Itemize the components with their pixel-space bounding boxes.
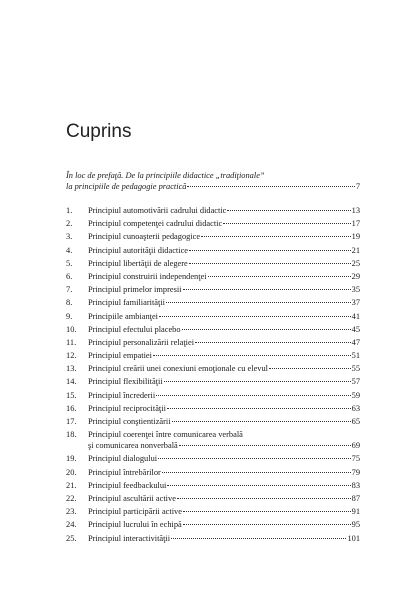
entry-page: 57 bbox=[351, 377, 360, 387]
entry-number: 25. bbox=[66, 533, 77, 543]
dot-leader bbox=[164, 381, 351, 382]
entry-page: 95 bbox=[351, 520, 360, 530]
entry-page: 101 bbox=[347, 533, 360, 543]
entry-number: 1. bbox=[66, 206, 73, 215]
entry-page: 69 bbox=[351, 441, 360, 451]
toc-entry bbox=[66, 271, 360, 282]
entry-number: 14. bbox=[66, 377, 77, 387]
entry-title: Principiul personalizării relaţiei bbox=[88, 337, 195, 347]
dot-leader bbox=[167, 408, 351, 409]
toc-entry bbox=[66, 453, 360, 464]
page-title: Cuprins bbox=[66, 121, 132, 142]
entry-page: 47 bbox=[351, 337, 360, 347]
entry-page: 91 bbox=[351, 507, 360, 517]
entry-title: Principiul întrebărilor bbox=[88, 467, 161, 477]
entry-number: 10. bbox=[66, 324, 77, 334]
toc-entry bbox=[66, 231, 360, 242]
dot-leader bbox=[183, 524, 351, 525]
entry-number: 17. bbox=[66, 417, 77, 426]
entry-title: Principiul ascultării active bbox=[88, 493, 176, 503]
entry-page: 35 bbox=[351, 285, 360, 295]
toc-entry bbox=[66, 337, 360, 348]
entry-number: 20. bbox=[66, 467, 77, 477]
entry-title: Principiile ambianţei bbox=[88, 311, 159, 321]
entry-title: Principiul reciprocităţii bbox=[88, 403, 166, 413]
entry-page: 41 bbox=[351, 311, 360, 321]
preface-page: 7 bbox=[355, 182, 360, 191]
entry-page: 45 bbox=[351, 324, 360, 334]
preface-line-1: În loc de prefaţă. De la principiile didactice „tradiţionale” bbox=[66, 171, 265, 180]
dot-leader bbox=[177, 498, 351, 499]
entry-page: 83 bbox=[351, 480, 360, 490]
dot-leader bbox=[195, 342, 351, 343]
entry-title: Principiul interactivităţii bbox=[88, 533, 171, 543]
toc-entry bbox=[66, 363, 360, 374]
entry-number: 4. bbox=[66, 245, 73, 255]
toc-entry bbox=[66, 297, 360, 308]
dot-leader bbox=[182, 329, 351, 330]
toc-entry bbox=[66, 506, 360, 517]
toc-entry bbox=[66, 519, 360, 530]
toc-entry bbox=[66, 416, 360, 427]
entry-title: Principiul empatiei bbox=[88, 351, 152, 361]
entry-page: 17 bbox=[351, 219, 360, 229]
entry-number: 6. bbox=[66, 271, 73, 281]
entry-number: 2. bbox=[66, 219, 73, 229]
entry-number: 15. bbox=[66, 390, 77, 400]
dot-leader bbox=[189, 250, 351, 251]
entry-title: Principiul încrederii bbox=[88, 390, 156, 400]
toc-entry bbox=[66, 245, 360, 256]
entry-title: Principiul primelor impresii bbox=[88, 285, 182, 295]
dot-leader bbox=[187, 186, 354, 187]
entry-page: 65 bbox=[351, 417, 360, 426]
dot-leader bbox=[159, 316, 351, 317]
toc-entry bbox=[66, 376, 360, 387]
entry-title: Principiul efectului placebo bbox=[88, 324, 181, 334]
entry-number: 23. bbox=[66, 507, 77, 517]
entry-title: Principiul dialogului bbox=[88, 454, 158, 464]
entry-number: 19. bbox=[66, 454, 77, 464]
entry-number: 7. bbox=[66, 285, 73, 295]
dot-leader bbox=[153, 355, 351, 356]
preface-line-2: la principiile de pedagogie practică bbox=[66, 182, 187, 191]
entry-number: 21. bbox=[66, 480, 77, 490]
toc-entry bbox=[66, 403, 360, 414]
toc-entry bbox=[66, 467, 360, 478]
entry-page: 75 bbox=[351, 454, 360, 464]
entry-page: 63 bbox=[351, 403, 360, 413]
entry-number: 11. bbox=[66, 337, 77, 347]
entry-title-continued: şi comunicarea nonverbală bbox=[88, 441, 178, 451]
entry-number: 22. bbox=[66, 493, 77, 503]
dot-leader bbox=[171, 538, 346, 539]
entry-number: 5. bbox=[66, 258, 73, 268]
dot-leader bbox=[156, 395, 350, 396]
toc-entry bbox=[66, 429, 360, 451]
entry-title: Principiul construirii independenţei bbox=[88, 271, 207, 281]
entry-title: Principiul automotivării cadrului didactic bbox=[88, 206, 227, 215]
entry-page: 25 bbox=[351, 258, 360, 268]
entry-page: 59 bbox=[351, 390, 360, 400]
entry-page: 79 bbox=[351, 467, 360, 477]
entry-title: Principiul autorităţii didactice bbox=[88, 245, 189, 255]
entry-title: Principiul familiarităţii bbox=[88, 298, 165, 308]
toc-entry bbox=[66, 390, 360, 401]
dot-leader bbox=[208, 276, 351, 277]
toc-entry bbox=[66, 350, 360, 361]
entry-page: 51 bbox=[351, 351, 360, 361]
entry-title: Principiul libertăţii de alegere bbox=[88, 258, 188, 268]
entry-page: 19 bbox=[351, 232, 360, 242]
dot-leader bbox=[227, 210, 350, 211]
entry-number: 24. bbox=[66, 520, 77, 530]
entry-number: 12. bbox=[66, 351, 77, 361]
entry-page: 87 bbox=[351, 493, 360, 503]
toc-entry bbox=[66, 205, 360, 216]
entry-title: Principiul cunoaşterii pedagogice bbox=[88, 232, 201, 242]
toc-entry bbox=[66, 533, 360, 544]
entry-number: 9. bbox=[66, 311, 73, 321]
dot-leader bbox=[166, 302, 351, 303]
dot-leader bbox=[201, 236, 351, 237]
entry-number: 8. bbox=[66, 298, 73, 308]
entry-title: Principiul creării unei conexiuni emoţionale cu elevul bbox=[88, 364, 269, 374]
entry-page: 37 bbox=[351, 298, 360, 308]
dot-leader bbox=[269, 368, 351, 369]
entry-number: 18. bbox=[66, 430, 77, 440]
entry-title: Principiul coerenţei între comunicarea verbală bbox=[88, 430, 243, 440]
dot-leader bbox=[172, 421, 351, 422]
dot-leader bbox=[223, 223, 350, 224]
dot-leader bbox=[189, 263, 351, 264]
preface-entry bbox=[66, 170, 360, 192]
entry-number: 16. bbox=[66, 403, 77, 413]
dot-leader bbox=[162, 472, 351, 473]
dot-leader bbox=[167, 485, 350, 486]
toc-entry bbox=[66, 218, 360, 229]
dot-leader bbox=[179, 445, 351, 446]
entry-number: 13. bbox=[66, 364, 77, 374]
toc-list bbox=[66, 205, 360, 546]
toc-entry bbox=[66, 324, 360, 335]
toc-entry bbox=[66, 311, 360, 322]
toc-entry bbox=[66, 284, 360, 295]
dot-leader bbox=[183, 511, 351, 512]
entry-title: Principiul participării active bbox=[88, 507, 182, 517]
toc-entry bbox=[66, 493, 360, 504]
entry-title: Principiul lucrului în echipă bbox=[88, 520, 182, 530]
entry-page: 21 bbox=[351, 245, 360, 255]
entry-page: 29 bbox=[351, 271, 360, 281]
entry-title: Principiul conştientizării bbox=[88, 417, 171, 426]
entry-number: 3. bbox=[66, 232, 73, 242]
entry-page: 13 bbox=[351, 206, 360, 215]
dot-leader bbox=[158, 458, 351, 459]
entry-title: Principiul flexibilităţii bbox=[88, 377, 163, 387]
entry-title: Principiul feedbackului bbox=[88, 480, 167, 490]
toc-entry bbox=[66, 258, 360, 269]
toc-entry bbox=[66, 480, 360, 491]
entry-page: 55 bbox=[351, 364, 360, 374]
entry-title: Principiul competenţei cadrului didactic bbox=[88, 219, 223, 229]
dot-leader bbox=[183, 289, 351, 290]
